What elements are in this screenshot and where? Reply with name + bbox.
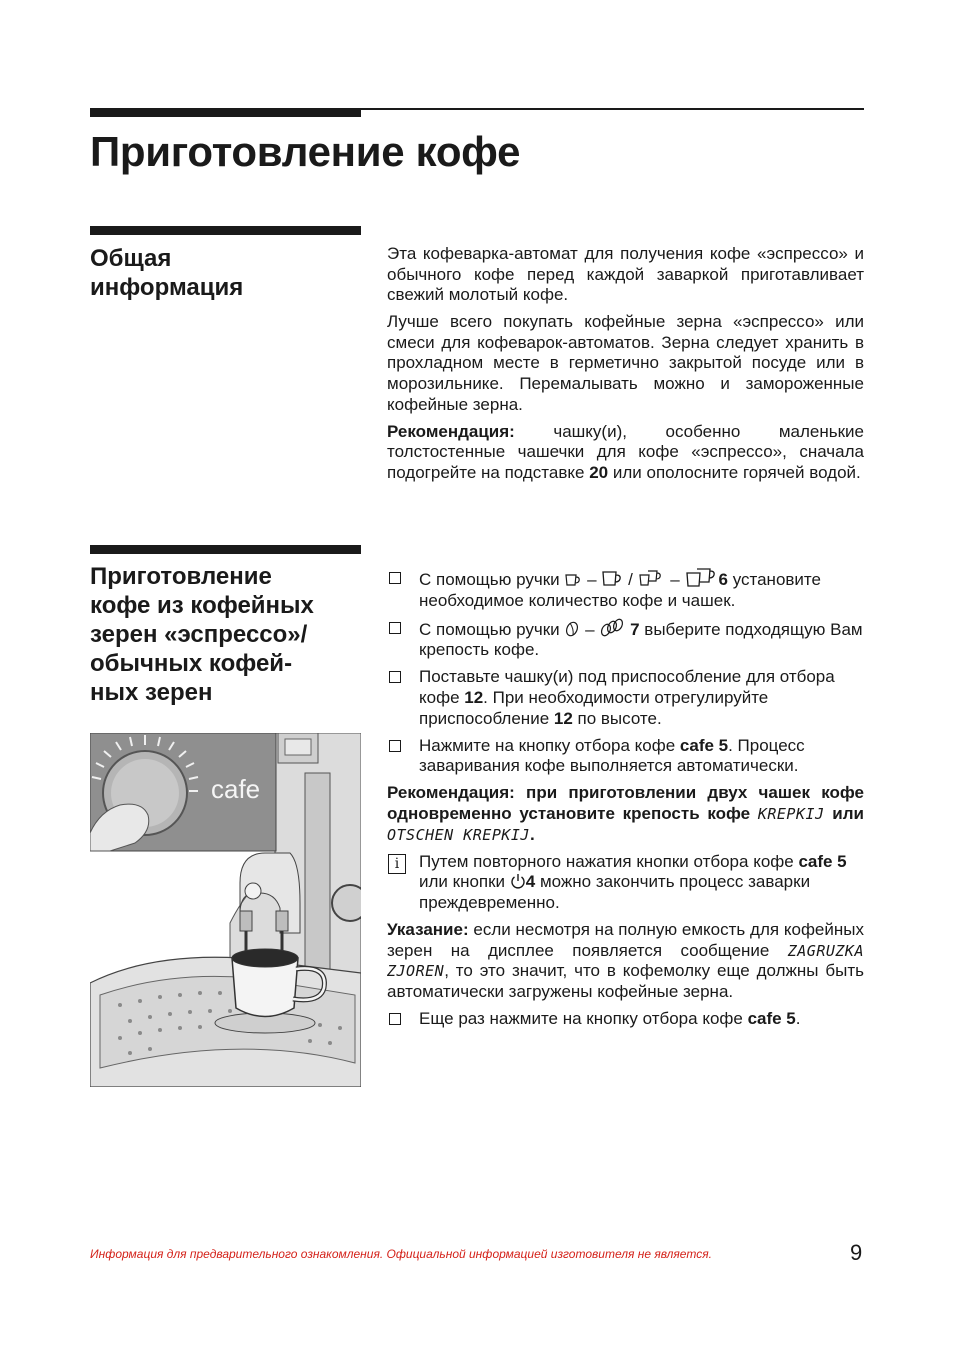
- section-rule-beans: [90, 545, 361, 554]
- heading-line: Приготовление: [90, 563, 272, 590]
- step-text: Поставьте чашку(и) под приспособление для отбора кофе: [419, 667, 835, 707]
- step-text: Нажмите на кнопку отбора кофе: [419, 735, 680, 755]
- section-heading-beans: [90, 562, 314, 707]
- display-message: ZAGRUZKA ZJOREN: [387, 941, 864, 981]
- three-beans-icon: [599, 618, 625, 638]
- page-number: 9: [850, 1240, 863, 1265]
- ref-number: 6: [718, 570, 728, 589]
- steps-list-2: [387, 1009, 864, 1030]
- paragraph: Лучше всего покупать кофейные зерна «эспрессо» или смеси для кофеварок-автоматов. Зерна следует хранить в прохладном месте в герметично закрытой посуде или в морозильнике. Перемалывать можно и замороженные кофейные зерна.: [387, 312, 864, 414]
- heading-line: Общая: [90, 245, 172, 272]
- note-paragraph: [387, 920, 864, 1002]
- step-text: установите необходимое количество кофе и чашек.: [419, 570, 821, 610]
- note-text: если несмотря на полную емкость для кофейных зерен на дисплее появляется сообщение: [387, 919, 864, 960]
- checkbox-bullet-icon: [389, 572, 401, 584]
- step-text: С помощью ручки: [419, 570, 560, 589]
- step-text: –: [585, 619, 595, 639]
- info-icon: i: [388, 854, 406, 874]
- footer-disclaimer: Информация для предварительного ознакомления. Официальной информацией изготовителя не является.: [90, 1247, 712, 1261]
- section-heading-general: [90, 244, 243, 302]
- heading-line: информация: [90, 274, 244, 301]
- info-note: [387, 852, 864, 914]
- coffee-machine-illustration: [90, 733, 361, 1087]
- one-large-cup-icon: [601, 570, 623, 588]
- tip-paragraph: [387, 422, 864, 484]
- paragraph: Эта кофеварка-автомат для получения кофе «эспрессо» и обычного кофе перед каждой заваркой приготавливает свежий молотый кофе.: [387, 244, 864, 305]
- single-bean-icon: [564, 620, 580, 638]
- step-text: /: [628, 570, 633, 589]
- step-text: Еще раз нажмите на кнопку отбора кофе: [419, 1008, 748, 1028]
- step-text: . Процесс заваривания кофе выполняется автоматически.: [419, 735, 805, 776]
- heading-line: кофе из кофейных: [90, 592, 314, 619]
- tip-label: Рекомендация:: [387, 421, 515, 441]
- step-text: .: [795, 1008, 801, 1028]
- display-message: KREPKIJ: [757, 804, 825, 823]
- rec-text: Рекомендация: при приготовлении двух чашек кофе одновременно установите крепость кофе: [387, 783, 864, 823]
- list-item: [387, 1009, 864, 1030]
- info-text: Путем повторного нажатия кнопки отбора кофе: [419, 851, 799, 871]
- ref-number: 7: [630, 619, 640, 639]
- ref-number: 12: [553, 708, 573, 728]
- step-text: –: [670, 570, 680, 589]
- one-small-cup-icon: [564, 572, 582, 588]
- checkbox-bullet-icon: [389, 671, 401, 683]
- list-item: [387, 568, 864, 611]
- power-icon: [510, 872, 526, 890]
- header-rule-thick: [90, 108, 361, 117]
- checkbox-bullet-icon: [389, 622, 401, 634]
- ref-number: cafe 5: [679, 735, 729, 755]
- tip-text: или ополосните горячей водой.: [608, 462, 861, 482]
- heading-line: обычных кофей-: [90, 650, 293, 677]
- ref-number: 20: [589, 462, 609, 482]
- page-title: Приготовление кофе: [90, 128, 521, 175]
- heading-line: ных зерен: [90, 679, 213, 706]
- ref-number: cafe 5: [798, 851, 847, 871]
- step-text: –: [587, 570, 597, 589]
- note-text: , то это значит, что в кофемолку еще должны быть автоматически загружены кофейные зерна.: [387, 961, 864, 1001]
- info-text: или кнопки: [419, 872, 510, 892]
- general-text: [387, 244, 864, 490]
- tip-text: чашку(и), особенно маленькие толстостенные чашечки для кофе «эспрессо», сначала подогрейте на подставке: [387, 421, 864, 482]
- list-item: [387, 736, 864, 777]
- info-text: можно закончить процесс заварки преждевременно.: [419, 872, 811, 912]
- steps-list-1: [387, 568, 864, 777]
- beans-text: [387, 568, 864, 1036]
- ref-number: cafe 5: [747, 1008, 796, 1028]
- header-rule-thin: [361, 108, 864, 110]
- heading-line: зерен «эспрессо»/: [90, 621, 308, 648]
- ref-number: 4: [525, 872, 536, 892]
- list-item: [387, 667, 864, 729]
- display-message: OTSCHEN KREPKIJ: [387, 825, 530, 844]
- step-text: выберите подходящую Вам крепость кофе.: [419, 619, 863, 660]
- ref-number: 12: [464, 687, 484, 707]
- list-item: [387, 618, 864, 661]
- section-rule-general: [90, 226, 361, 235]
- checkbox-bullet-icon: [389, 740, 401, 752]
- two-large-cups-icon: [685, 568, 719, 588]
- cafe-label: cafe: [211, 774, 261, 804]
- machine-drawing: [90, 733, 361, 1087]
- note-label: Указание:: [387, 919, 469, 939]
- checkbox-bullet-icon: [389, 1013, 401, 1025]
- two-small-cups-icon: [638, 570, 666, 588]
- step-text: . При необходимости отрегулируйте приспособление: [419, 687, 769, 728]
- step-text: по высоте.: [572, 708, 662, 728]
- rec-text: или: [824, 803, 864, 823]
- rec-text: .: [529, 824, 535, 844]
- step-text: С помощью ручки: [419, 619, 560, 639]
- recommendation-paragraph: [387, 783, 864, 845]
